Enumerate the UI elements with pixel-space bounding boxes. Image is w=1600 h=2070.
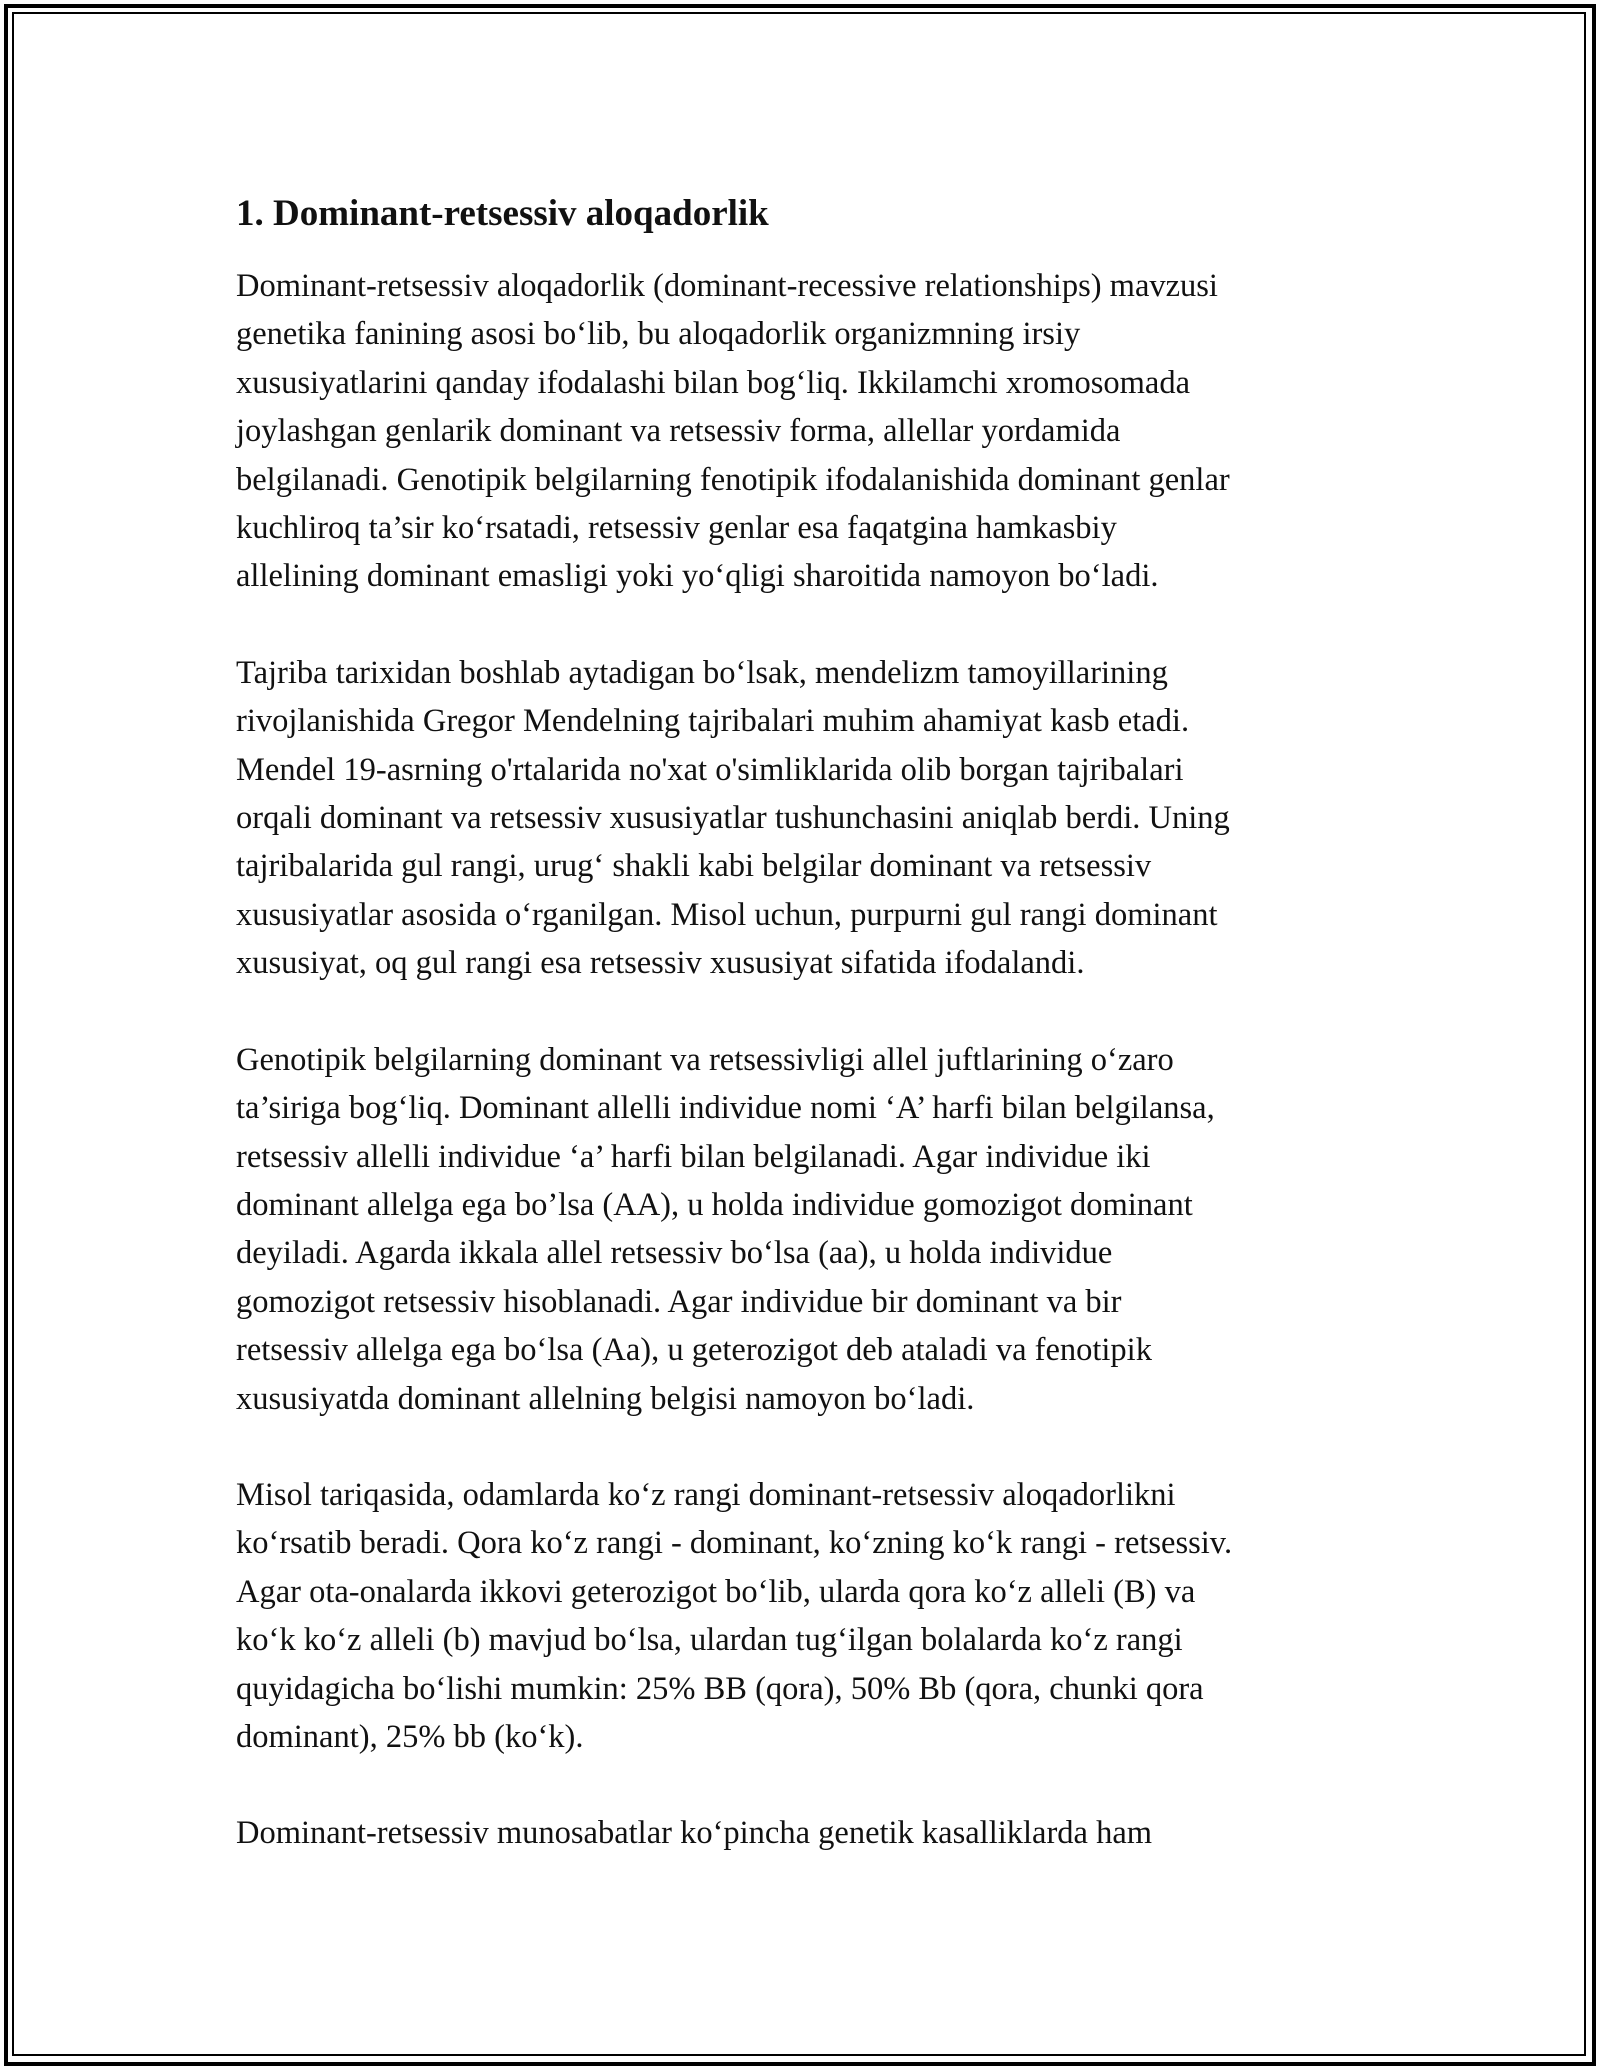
text-line: joylashgan genlarik dominant va retsessiv forma, allellar yordamida	[236, 413, 1121, 450]
text-line: Tajriba tarixidan boshlab aytadigan bo‘lsak, mendelizm tamoyillarining	[236, 654, 1168, 691]
text-line: retsessiv allelga ega bo‘lsa (Aa), u geterozigot deb ataladi va fenotipik	[236, 1332, 1152, 1369]
text-line: deyiladi. Agarda ikkala allel retsessiv bo‘lsa (aa), u holda individue	[236, 1235, 1113, 1272]
text-line: Dominant-retsessiv munosabatlar ko‘pincha genetik kasalliklarda ham	[236, 1815, 1153, 1852]
paragraph-5	[236, 1809, 1376, 1857]
paragraph-2	[236, 649, 1376, 988]
paragraph-3	[236, 1036, 1376, 1423]
text-line: ko‘k ko‘z alleli (b) mavjud bo‘lsa, ulardan tug‘ilgan bolalarda ko‘z rangi	[236, 1622, 1183, 1659]
text-line: orqali dominant va retsessiv xususiyatlar tushunchasini aniqlab berdi. Uning	[236, 800, 1230, 837]
text-line: Agar ota-onalarda ikkovi geterozigot bo‘lib, ularda qora ko‘z alleli (B) va	[236, 1573, 1196, 1610]
document-body	[236, 186, 1376, 1906]
text-line: tajribalarida gul rangi, urug‘ shakli kabi belgilar dominant va retsessiv	[236, 848, 1152, 885]
text-line: retsessiv allelli individue ‘a’ harfi bilan belgilanadi. Agar individue iki	[236, 1138, 1151, 1175]
text-line: kuchliroq ta’sir ko‘rsatadi, retsessiv genlar esa faqatgina hamkasbiy	[236, 510, 1117, 547]
section-heading: 1. Dominant-retsessiv aloqadorlik	[236, 193, 769, 234]
text-line: quyidagicha bo‘lishi mumkin: 25% BB (qora), 50% Bb (qora, chunki qora	[236, 1670, 1204, 1707]
text-line: Mendel 19-asrning o'rtalarida no'xat o'simliklarida olib borgan tajribalari	[236, 751, 1184, 788]
paragraph-1	[236, 262, 1376, 601]
text-line: Misol tariqasida, odamlarda ko‘z rangi dominant-retsessiv aloqadorlikni	[236, 1476, 1176, 1513]
text-line: dominant allelga ega bo’lsa (AA), u holda individue gomozigot dominant	[236, 1186, 1193, 1223]
text-line: gomozigot retsessiv hisoblanadi. Agar individue bir dominant va bir	[236, 1283, 1122, 1320]
text-line: ko‘rsatib beradi. Qora ko‘z rangi - dominant, ko‘zning ko‘k rangi - retsessiv.	[236, 1525, 1233, 1562]
text-line: xususiyatlarini qanday ifodalashi bilan bog‘liq. Ikkilamchi xromosomada	[236, 364, 1191, 401]
text-line: genetika fanining asosi bo‘lib, bu aloqadorlik organizmning irsiy	[236, 316, 1081, 353]
text-line: xususiyat, oq gul rangi esa retsessiv xususiyat sifatida ifodalandi.	[236, 945, 1085, 982]
text-line: Genotipik belgilarning dominant va retsessivligi allel juftlarining o‘zaro	[236, 1041, 1174, 1078]
text-line: belgilanadi. Genotipik belgilarning fenotipik ifodalanishida dominant genlar	[236, 461, 1230, 498]
text-line: xususiyatlar asosida o‘rganilgan. Misol uchun, purpurni gul rangi dominant	[236, 896, 1218, 933]
text-line: ta’siriga bog‘liq. Dominant allelli individue nomi ‘A’ harfi bilan belgilansa,	[236, 1090, 1215, 1127]
text-line: Dominant-retsessiv aloqadorlik (dominant-recessive relationships) mavzusi	[236, 268, 1218, 304]
text-line: xususiyatda dominant allelning belgisi namoyon bo‘ladi.	[236, 1380, 975, 1417]
text-line: rivojlanishida Gregor Mendelning tajribalari muhim ahamiyat kasb etadi.	[236, 703, 1190, 740]
paragraph-4	[236, 1471, 1376, 1761]
text-line: dominant), 25% bb (ko‘k).	[236, 1718, 584, 1755]
text-line: allelining dominant emasligi yoki yo‘qligi sharoitida namoyon bo‘ladi.	[236, 558, 1159, 595]
